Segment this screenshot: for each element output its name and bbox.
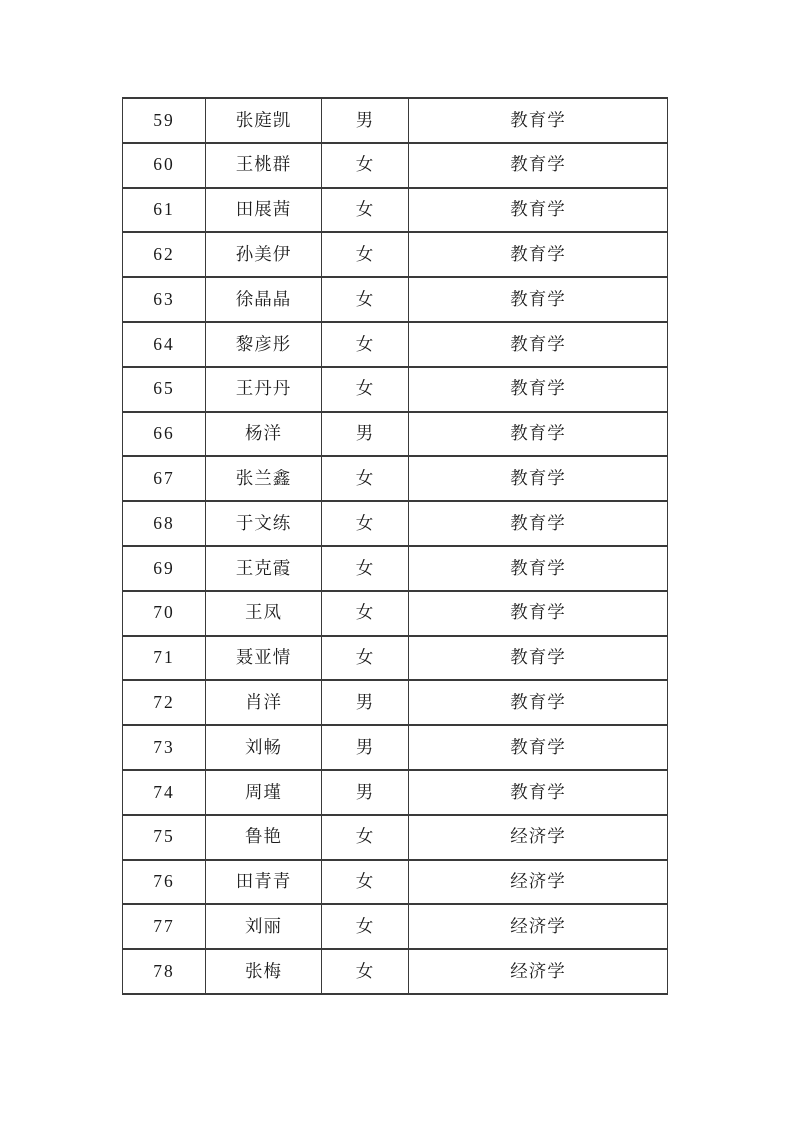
gender-cell: 女 <box>322 591 409 636</box>
name-cell: 黎彦彤 <box>206 322 322 367</box>
gender-cell: 男 <box>322 770 409 815</box>
table-row <box>123 143 668 188</box>
major-cell: 教育学 <box>409 367 668 412</box>
row-number-cell: 62 <box>123 232 206 277</box>
table-row <box>123 636 668 681</box>
name-cell: 田展茜 <box>206 188 322 233</box>
name-cell: 王丹丹 <box>206 367 322 412</box>
row-number-cell: 78 <box>123 949 206 994</box>
row-number-cell: 69 <box>123 546 206 591</box>
table-row <box>123 860 668 905</box>
major-cell: 经济学 <box>409 860 668 905</box>
table-row <box>123 815 668 860</box>
major-cell: 教育学 <box>409 98 668 143</box>
table-row <box>123 456 668 501</box>
student-roster-table <box>122 97 668 995</box>
table-row <box>123 949 668 994</box>
table-row <box>123 367 668 412</box>
name-cell: 聂亚情 <box>206 636 322 681</box>
row-number-cell: 72 <box>123 680 206 725</box>
gender-cell: 女 <box>322 456 409 501</box>
name-cell: 张庭凯 <box>206 98 322 143</box>
table-row <box>123 725 668 770</box>
name-cell: 杨洋 <box>206 412 322 457</box>
name-cell: 孙美伊 <box>206 232 322 277</box>
major-cell: 经济学 <box>409 815 668 860</box>
row-number-cell: 63 <box>123 277 206 322</box>
major-cell: 教育学 <box>409 636 668 681</box>
table-row <box>123 501 668 546</box>
major-cell: 教育学 <box>409 680 668 725</box>
major-cell: 经济学 <box>409 949 668 994</box>
major-cell: 教育学 <box>409 725 668 770</box>
gender-cell: 女 <box>322 232 409 277</box>
row-number-cell: 71 <box>123 636 206 681</box>
table-row <box>123 277 668 322</box>
gender-cell: 女 <box>322 277 409 322</box>
table-row <box>123 680 668 725</box>
gender-cell: 男 <box>322 98 409 143</box>
row-number-cell: 70 <box>123 591 206 636</box>
table-row <box>123 188 668 233</box>
gender-cell: 女 <box>322 322 409 367</box>
name-cell: 周瑾 <box>206 770 322 815</box>
major-cell: 教育学 <box>409 456 668 501</box>
row-number-cell: 61 <box>123 188 206 233</box>
name-cell: 刘畅 <box>206 725 322 770</box>
row-number-cell: 65 <box>123 367 206 412</box>
major-cell: 教育学 <box>409 546 668 591</box>
major-cell: 教育学 <box>409 591 668 636</box>
major-cell: 教育学 <box>409 188 668 233</box>
major-cell: 经济学 <box>409 904 668 949</box>
table-row <box>123 546 668 591</box>
name-cell: 张梅 <box>206 949 322 994</box>
row-number-cell: 74 <box>123 770 206 815</box>
table-row <box>123 770 668 815</box>
name-cell: 王桃群 <box>206 143 322 188</box>
table-body <box>123 98 668 994</box>
row-number-cell: 75 <box>123 815 206 860</box>
table-row <box>123 232 668 277</box>
row-number-cell: 68 <box>123 501 206 546</box>
gender-cell: 男 <box>322 412 409 457</box>
name-cell: 鲁艳 <box>206 815 322 860</box>
major-cell: 教育学 <box>409 232 668 277</box>
gender-cell: 女 <box>322 904 409 949</box>
name-cell: 田青青 <box>206 860 322 905</box>
table-row <box>123 591 668 636</box>
gender-cell: 男 <box>322 680 409 725</box>
table-row <box>123 904 668 949</box>
gender-cell: 女 <box>322 636 409 681</box>
name-cell: 张兰鑫 <box>206 456 322 501</box>
name-cell: 徐晶晶 <box>206 277 322 322</box>
table-row <box>123 412 668 457</box>
gender-cell: 女 <box>322 546 409 591</box>
major-cell: 教育学 <box>409 143 668 188</box>
major-cell: 教育学 <box>409 322 668 367</box>
gender-cell: 女 <box>322 501 409 546</box>
row-number-cell: 59 <box>123 98 206 143</box>
gender-cell: 男 <box>322 725 409 770</box>
name-cell: 王克霞 <box>206 546 322 591</box>
gender-cell: 女 <box>322 367 409 412</box>
name-cell: 肖洋 <box>206 680 322 725</box>
major-cell: 教育学 <box>409 501 668 546</box>
gender-cell: 女 <box>322 143 409 188</box>
row-number-cell: 66 <box>123 412 206 457</box>
row-number-cell: 73 <box>123 725 206 770</box>
gender-cell: 女 <box>322 860 409 905</box>
name-cell: 王凤 <box>206 591 322 636</box>
major-cell: 教育学 <box>409 770 668 815</box>
major-cell: 教育学 <box>409 412 668 457</box>
row-number-cell: 64 <box>123 322 206 367</box>
row-number-cell: 67 <box>123 456 206 501</box>
table-row <box>123 98 668 143</box>
row-number-cell: 60 <box>123 143 206 188</box>
row-number-cell: 77 <box>123 904 206 949</box>
name-cell: 于文练 <box>206 501 322 546</box>
table-row <box>123 322 668 367</box>
major-cell: 教育学 <box>409 277 668 322</box>
gender-cell: 女 <box>322 949 409 994</box>
row-number-cell: 76 <box>123 860 206 905</box>
gender-cell: 女 <box>322 815 409 860</box>
name-cell: 刘丽 <box>206 904 322 949</box>
gender-cell: 女 <box>322 188 409 233</box>
